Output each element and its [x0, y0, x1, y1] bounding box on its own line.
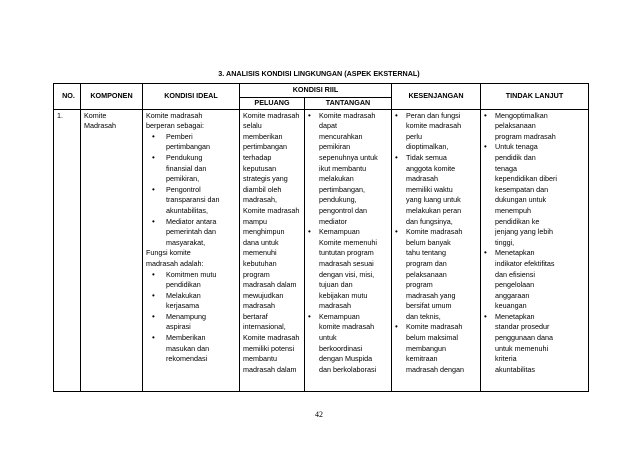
header-kondisi-ideal: KONDISI IDEAL [143, 84, 240, 110]
ideal-functions-intro: Fungsi komite madrasah adalah: [146, 248, 204, 268]
list-item: • Komite madrasah belum maksimal membangun kemitraan madrasah dengan [395, 322, 477, 375]
row-number: 1. [57, 110, 63, 120]
list-item: • Kemampuan komite madrasah untuk berkoordinasi dengan Muspida dan berkolaborasi [308, 312, 388, 376]
header-komponen: KOMPONEN [81, 84, 143, 110]
ideal-intro: Komite madrasah berperan sebagai: [146, 110, 204, 131]
header-no: NO. [54, 84, 81, 110]
list-item: • Peran dan fungsi komite madrasah perlu dioptimalkan, [395, 111, 477, 153]
komponen-text: Komite Madrasah [84, 110, 116, 131]
list-item: • Mediator antara pemerintah dan masyarakat, [146, 217, 236, 249]
list-item: • Komite madrasah dapat mencurahkan pemikiran sepenuhnya untuk ikut membantu melakukan pertimbangan, pendukung, pengontrol dan mediator [308, 111, 388, 228]
cell-tantangan [305, 109, 392, 391]
list-item: • Pemberi pertimbangan [146, 132, 236, 153]
tindak-lanjut-list [484, 111, 585, 376]
section-title: 3. ANALISIS KONDISI LINGKUNGAN (ASPEK EKSTERNAL) [218, 69, 420, 78]
list-item: • Pendukung finansial dan pemikiran, [146, 153, 236, 185]
header-tindak-lanjut: TINDAK LANJUT [481, 84, 589, 110]
list-item: • Komitmen mutu pendidikan [146, 270, 236, 291]
peluang-text: Komite madrasah selalu memberikan pertimbangan terhadap keputusan strategis yang diambil oleh madrasah, Komite madrasah mampu menghimpun dana untuk memenuhi kebutuhan program madrasah dalam mewujudkan madrasah bertaraf internasional, Komite madrasah memiliki potensi membantu madrasah dalam [243, 110, 300, 374]
header-peluang: PELUANG [240, 98, 305, 110]
list-item: • Memberikan masukan dan rekomendasi [146, 333, 236, 365]
list-item: • Melakukan kerjasama [146, 291, 236, 312]
list-item: • Tidak semua anggota komite madrasah memiliki waktu yang luang untuk melakukan peran dan fungsinya, [395, 153, 477, 227]
cell-kesenjangan [392, 109, 481, 391]
header-tantangan: TANTANGAN [305, 98, 392, 110]
list-item: • Mengoptimalkan pelaksanaan program madrasah [484, 111, 585, 143]
list-item: • Komite madrasah belum banyak tahu tentang program dan pelaksanaan program madrasah yang bersifat umum dan teknis, [395, 227, 477, 322]
list-item: • Pengontrol transparansi dan akuntabilitas, [146, 185, 236, 217]
page-number: 42 [315, 410, 323, 419]
table-row [54, 109, 589, 391]
cell-peluang [240, 109, 305, 391]
header-kondisi-riil: KONDISI RIIL [240, 84, 392, 98]
kesenjangan-list [395, 111, 477, 376]
ideal-functions-list [146, 270, 236, 365]
list-item: • Menetapkan indikator efektifitas dan efisiensi pengelolaan anggaraan keuangan [484, 248, 585, 312]
tantangan-list [308, 111, 388, 376]
cell-tindak-lanjut [481, 109, 589, 391]
header-kesenjangan: KESENJANGAN [392, 84, 481, 110]
ideal-roles-list [146, 132, 236, 249]
cell-kondisi-ideal [143, 109, 240, 391]
list-item: • Kemampuan Komite memenuhi tuntutan program madrasah sesuai dengan visi, misi, tujuan dan kebijakan mutu madrasah [308, 227, 388, 312]
list-item: • Menetapkan standar prosedur penggunaan dana untuk memenuhi kriteria akuntabilitas [484, 312, 585, 376]
analysis-table [53, 83, 589, 392]
list-item: • Menampung aspirasi [146, 312, 236, 333]
cell-no [54, 109, 81, 391]
cell-komponen [81, 109, 143, 391]
list-item: • Untuk tenaga pendidik dan tenaga kependidikan diberi kesempatan dan dukungan untuk menempuh pendidikan ke jenjang yang lebih tinggi, [484, 142, 585, 248]
